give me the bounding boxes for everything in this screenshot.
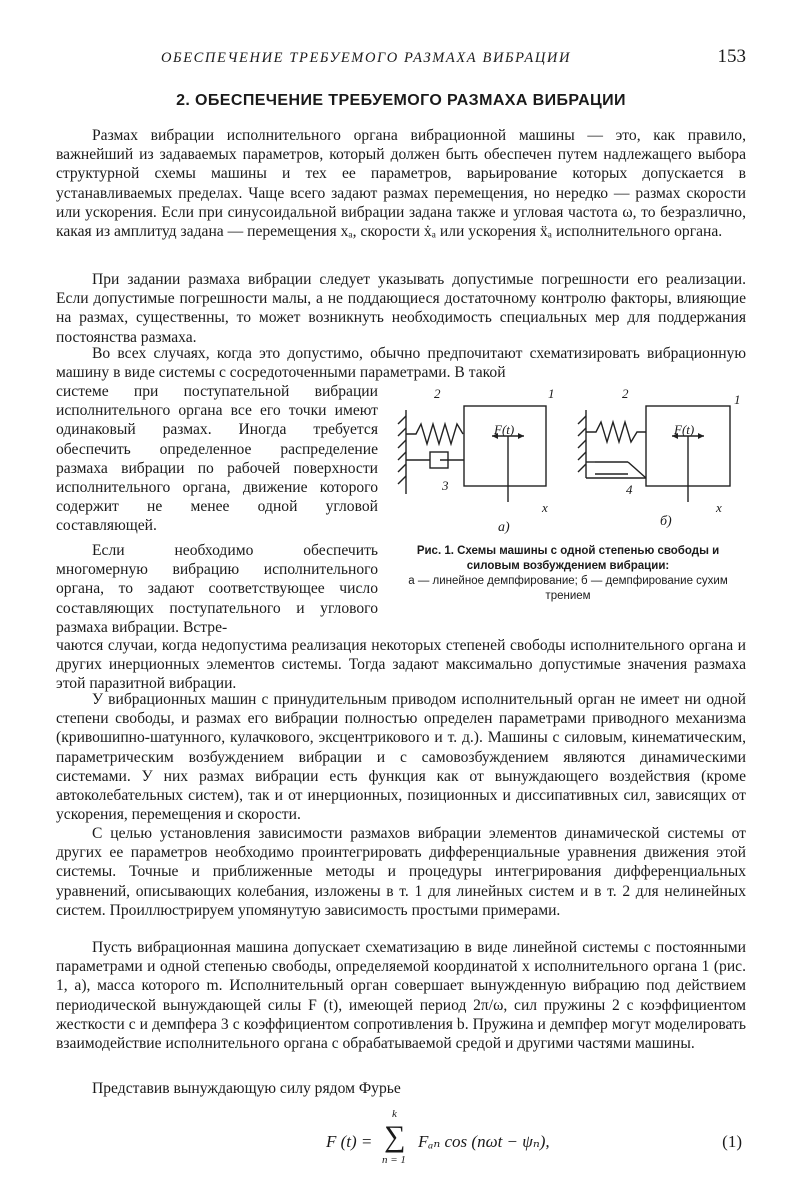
- paragraph: [56, 270, 746, 347]
- paragraph-text: Размах вибрации исполнительного органа вибрационной машины — это, как правило, важнейший из задаваемых параметров, который должен быть обеспечен путем надлежащего выбора структурной схемы машины и тех ее параметров, варьирование которых допускается в устанавливаемых пределах. Чаще всего задают размах перемещения, но нередко — размах скорости или ускорения. Если при синусоидальной вибрации задана также и угловая частота ω, то безразлично, какая из амплитуд задана — перемещения xₐ, скорости ẋₐ или ускорения ẍₐ исполнительного органа.: [56, 127, 746, 241]
- paragraph-text: Представив вынуждающую силу рядом Фурье: [92, 1080, 401, 1097]
- equation-fourier: [56, 1108, 746, 1178]
- paragraph: [56, 636, 746, 694]
- sum-upper-limit: k: [392, 1108, 397, 1120]
- label-x-b: x: [716, 500, 722, 515]
- running-head-title: ОБЕСПЕЧЕНИЕ ТРЕБУЕМОГО РАЗМАХА ВИБРАЦИИ: [160, 50, 572, 66]
- label-sub-a: а): [498, 520, 510, 535]
- label-num4-b: 4: [626, 482, 633, 497]
- paragraph: [56, 344, 746, 382]
- caption-detail: а — линейное демпфирование; б — демпфирование сухим трением: [408, 575, 728, 602]
- paragraph: [56, 824, 746, 920]
- paragraph: [56, 690, 746, 824]
- equation-lhs: F (t) =: [326, 1132, 373, 1151]
- paragraph-text: системе при поступательной вибрации исполнительного органа все его точки имеют одинаковый размах. Иногда требуется обеспечить определенное распределение размаха вибрации по рабочей поверхности исполнительного органа, движение которого содержит не менее одной угловой составляющей.: [56, 383, 378, 535]
- sum-sign: ∑: [384, 1120, 406, 1153]
- paragraph-wrapped: [56, 382, 378, 536]
- figure-caption: [390, 544, 746, 604]
- label-num3-a: 3: [442, 478, 449, 493]
- label-force-b: F(t): [674, 422, 695, 437]
- paragraph-wrapped: [56, 541, 378, 637]
- equation-rhs: Fₐₙ cos (nωt − ψₙ),: [418, 1132, 550, 1151]
- paragraph-text: У вибрационных машин с принудительным приводом исполнительный орган не имеет ни одной степени свободы, и размах его вибрации полностью определен параметрами приводного механизма (кривошипно-шатунного, кулачкового, эксцентрикового и т. д.). Машины с силовым, кинематическим, параметрическим возбуждением вибрации и с самовозбуждением являются динамическими системами. У них размах вибрации есть функция как от вынуждающего воздействия (кроме автоколебательных систем), так и от инерционных, позиционных и диссипативных сил, зависящих от ускорения, перемещения и скорости.: [56, 691, 746, 824]
- label-num1-b: 1: [734, 392, 741, 407]
- label-num2-a: 2: [434, 386, 441, 401]
- paragraph: [56, 1079, 746, 1098]
- paragraph-text: При задании размаха вибрации следует указывать допустимые погрешности его реализации. Если допустимые погрешности малы, а не поддающиеся достаточному контролю факторы, влияющие на размах, существенны, то может возникнуть необходимость специальных мер для поддержания постоянства размаха.: [56, 271, 746, 346]
- sum-lower-limit: n = 1: [382, 1154, 406, 1166]
- paragraph-text: Если необходимо обеспечить многомерную вибрацию исполнительного органа, то задают соответствующее число составляющих поступательного и углового размаха вибрации. Встре-: [56, 542, 378, 636]
- label-num2-b: 2: [622, 386, 629, 401]
- caption-main: Рис. 1. Схемы машины с одной степенью свободы и силовым возбуждением вибрации:: [416, 545, 720, 572]
- label-num1-a: 1: [548, 386, 555, 401]
- running-head: [56, 46, 746, 72]
- paragraph-text: С целью установления зависимости размахов вибрации элементов динамической системы от других ее параметров необходимо проинтегрировать дифференциальные уравнения движения этой системы. Точные и приближенные методы и процедуры интегрирования дифференциальных уравнений, описывающих колебания, изложены в т. 1 для линейных систем и в т. 2 для нелинейных систем. Проиллюстрируем упомянутую зависимость простыми примерами.: [56, 825, 746, 919]
- page-number: 153: [717, 46, 746, 67]
- paragraph-text: чаются случаи, когда недопустима реализация некоторых степеней свободы исполнительного органа и других инерционных элементов системы. Тогда задают максимально допустимые значения размаха этой паразитной вибрации.: [56, 637, 746, 693]
- paragraph-text: Во всех случаях, когда это допустимо, обычно предпочитают схематизировать вибрационную машину в виде системы с сосредоточенными параметрами. В такой: [56, 345, 746, 382]
- equation-number: (1): [722, 1132, 742, 1151]
- section-title: 2. ОБЕСПЕЧЕНИЕ ТРЕБУЕМОГО РАЗМАХА ВИБРАЦИИ: [176, 92, 626, 109]
- paragraph-text: Пусть вибрационная машина допускает схематизацию в виде линейной системы с постоянными параметрами и одной степенью свободы, определяемой координатой x исполнительного органа 1 (рис. 1, а), масса которого m. Исполнительный орган совершает вынужденную вибрацию под действием периодической вынуждающей силы F (t), имеющей период 2π/ω, сил пружины 2 с коэффициентом жесткости c и демпфера 3 с коэффициентом сопротивления b. Пружина и демпфер могут моделировать взаимодействие исполнительного органа с обрабатываемой средой и другими частями машины.: [56, 939, 746, 1053]
- label-sub-b: б): [660, 514, 672, 529]
- paragraph: [56, 938, 746, 1053]
- paragraph: [56, 126, 746, 241]
- label-force-a: F(t): [494, 422, 515, 437]
- schematic-drawing: [390, 382, 750, 542]
- label-x-a: x: [542, 500, 548, 515]
